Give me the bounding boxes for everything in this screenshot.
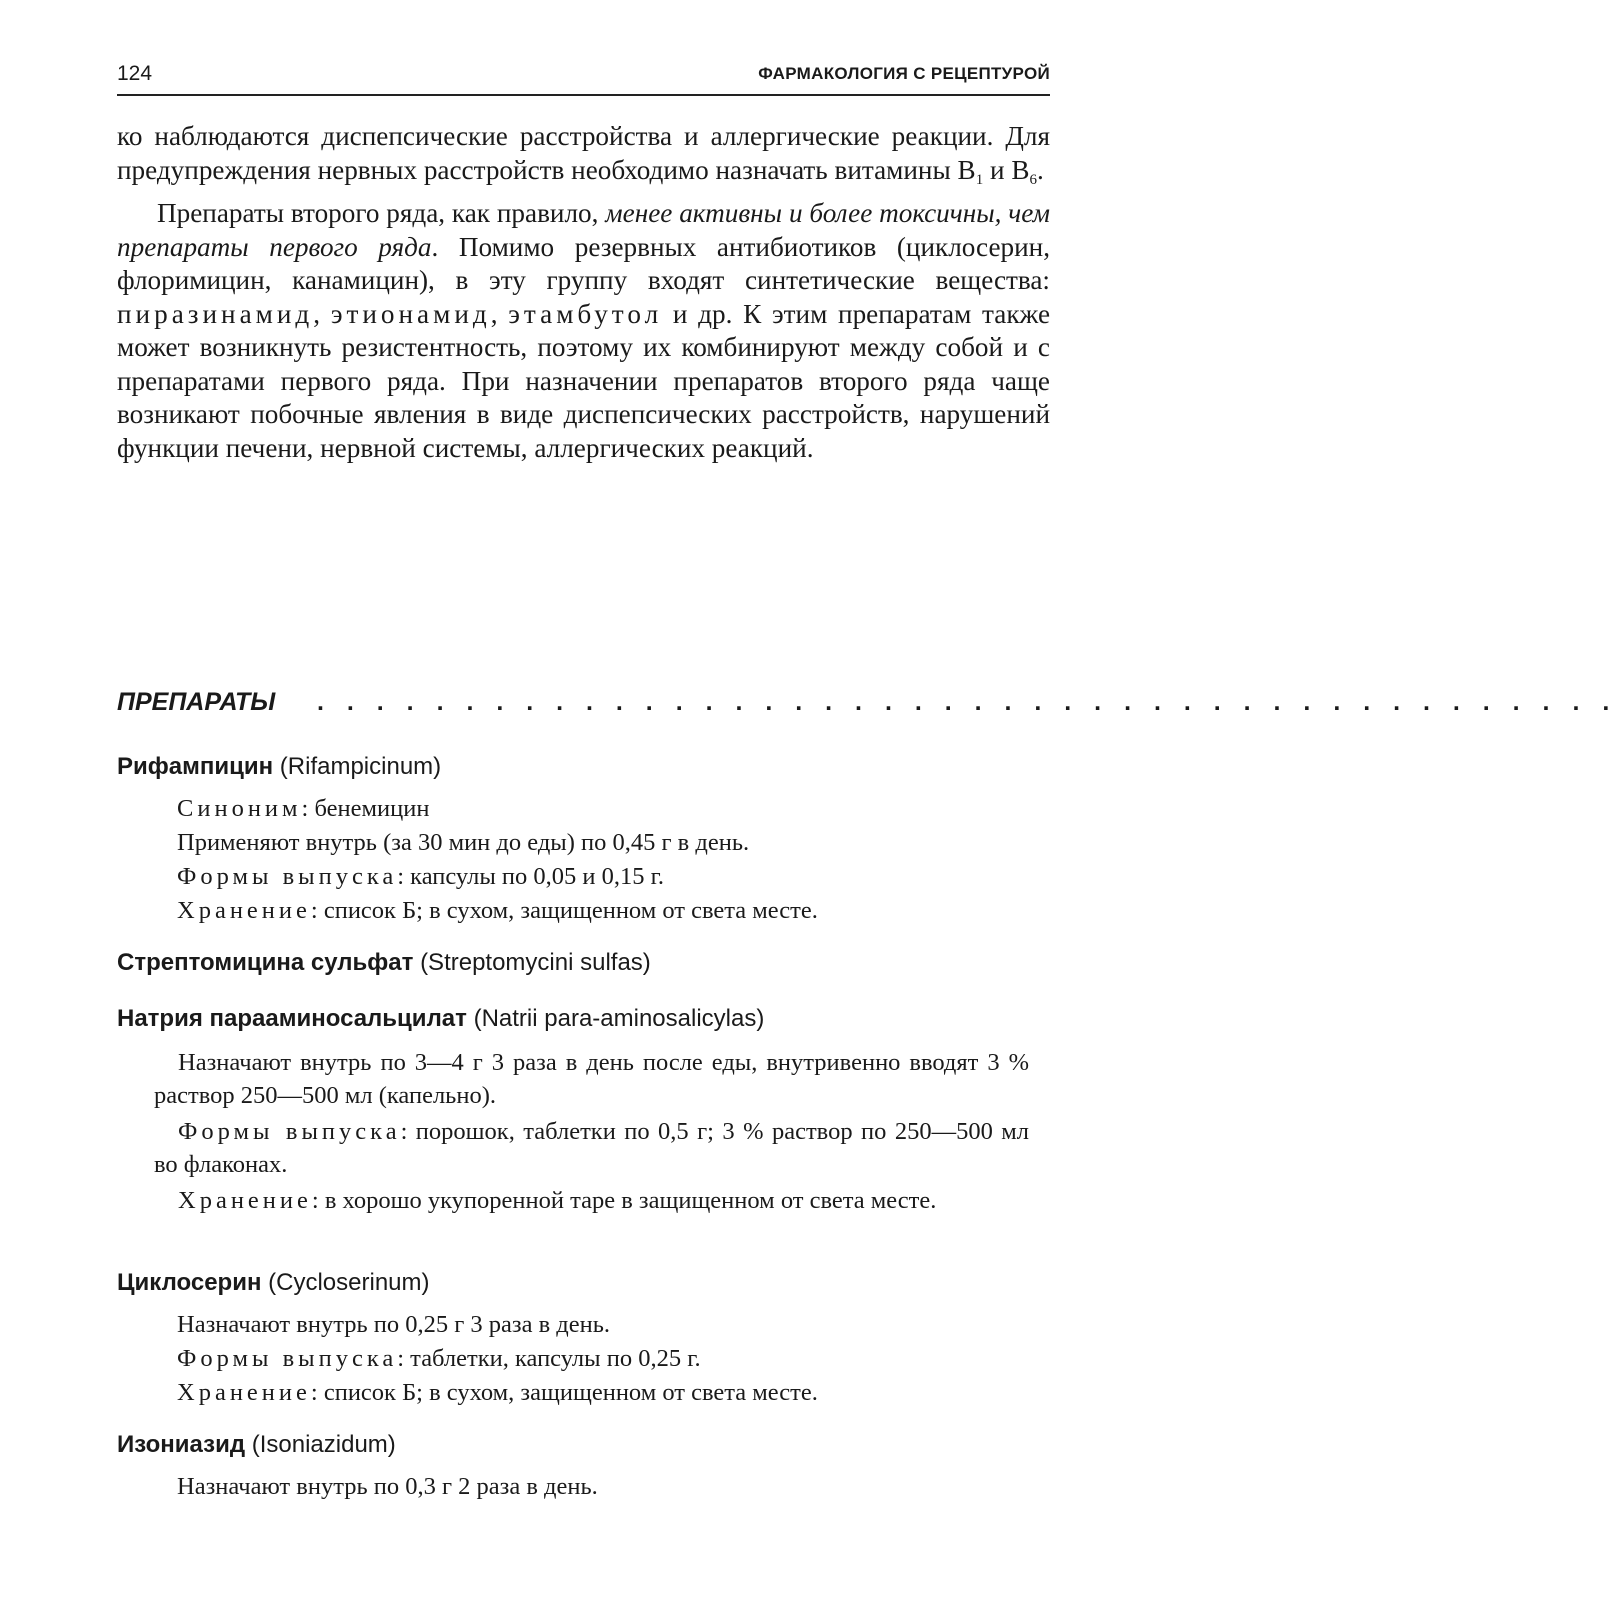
drug-entry-rifampicin <box>117 752 1057 928</box>
drug-detail-line: Применяют внутрь (за 30 мин до еды) по 0,45 г в день. <box>177 829 750 856</box>
page-number: 124 <box>117 62 153 85</box>
drug-detail-paragraph: Формы выпуска: порошок, таблетки по 0,5 г; 3 % раствор по 250—500 мл во флаконах. <box>154 1118 1029 1178</box>
drug-details <box>117 1308 1057 1410</box>
drug-details <box>117 1046 1057 1217</box>
drug-details <box>117 792 1057 928</box>
drug-detail-line: Хранение: список Б; в сухом, защищенном от света месте. <box>177 897 818 924</box>
section-title: ПРЕПАРАТЫ <box>117 688 276 716</box>
drug-name: Рифампицин (Rifampicinum) <box>117 753 442 780</box>
running-title: ФАРМАКОЛОГИЯ С РЕЦЕПТУРОЙ <box>758 64 1050 83</box>
drug-detail-line: Назначают внутрь по 0,25 г 3 раза в день. <box>177 1311 611 1338</box>
drug-name: Стрептомицина сульфат (Streptomycini sulfas) <box>117 949 651 976</box>
drug-detail-paragraph: Хранение: в хорошо укупоренной таре в защищенном от света месте. <box>178 1187 937 1214</box>
drug-name: Изониазид (Isoniazidum) <box>117 1431 396 1458</box>
drug-name: Натрия парааминосальцилат (Natrii para-aminosalicylas) <box>117 1005 765 1032</box>
drug-detail-line: Назначают внутрь по 0,3 г 2 раза в день. <box>177 1473 598 1500</box>
page-header <box>117 60 1050 96</box>
section-leader-dots: . . . . . . . . . . . . . . . . . . . . . . . . . . . . . . . . . . . . . . . . . . . . <box>317 688 1617 716</box>
drug-entry-streptomycin <box>117 948 1057 978</box>
drug-detail-line: Хранение: список Б; в сухом, защищенном от света месте. <box>177 1379 818 1406</box>
drug-name: Циклосерин (Cycloserinum) <box>117 1269 430 1296</box>
section-heading <box>117 688 1617 722</box>
drug-entry-cycloserine <box>117 1268 1057 1410</box>
drug-detail-line: Формы выпуска: капсулы по 0,05 и 0,15 г. <box>177 863 665 890</box>
drug-details <box>117 1470 1057 1504</box>
drug-entry-natrii-pas <box>117 1004 1057 1217</box>
paragraph-continuation: ко наблюдаются диспепсические расстройства и аллергические реакции. Для предупреждения нервных расстройств необходимо назначать витамины $B_1$ и $B_6$. <box>117 121 1050 188</box>
drug-detail-line: Синоним: бенемицин <box>177 795 430 822</box>
drug-detail-line: Формы выпуска: таблетки, капсулы по 0,25 г. <box>177 1345 701 1372</box>
body-text <box>117 120 1050 465</box>
drug-entry-isoniazid <box>117 1430 1057 1504</box>
drug-detail-paragraph: Назначают внутрь по 3—4 г 3 раза в день после еды, внутривенно вводят 3 % раствор 250—500 мл (капельно). <box>154 1049 1029 1109</box>
paragraph-second-line-drugs: Препараты второго ряда, как правило, менее активны и более токсичны, чем препараты первого ряда. Помимо резервных антибиотиков (циклосерин, флоримицин, канамицин), в эту группу входят синтетические вещества: пиразинамид, этионамид, этамбутол и др. К этим препаратам также может возникнуть резистентность, поэтому их комбинируют между собой и с препаратами первого ряда. При назначении препаратов второго ряда чаще возникают побочные явления в виде диспепсических расстройств, нарушений функции печени, нервной системы, аллергических реакций. <box>117 198 1051 463</box>
